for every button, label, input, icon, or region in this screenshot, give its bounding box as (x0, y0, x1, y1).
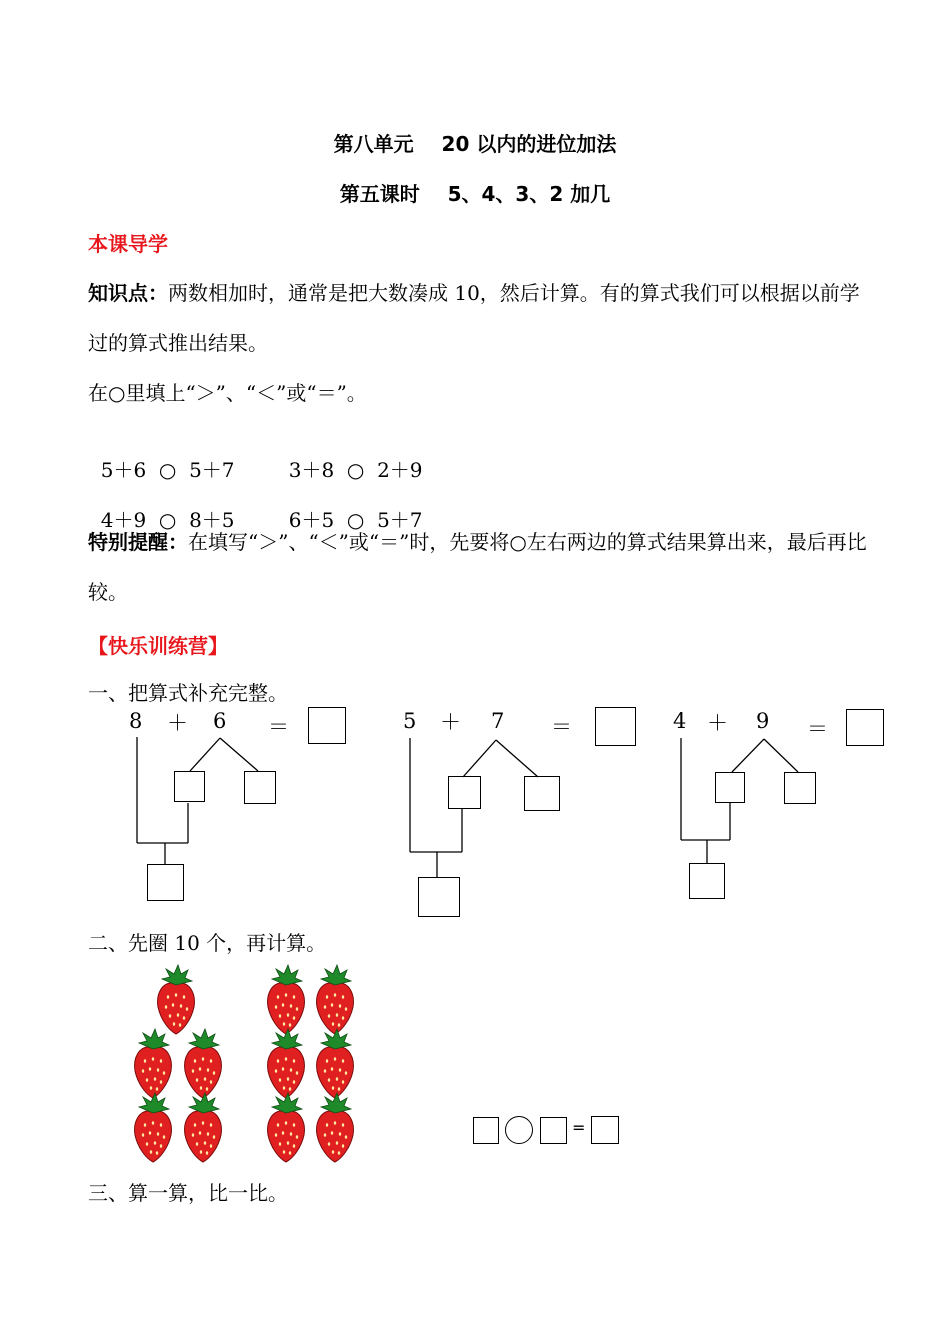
addend-b: 9 (756, 709, 770, 733)
question-1: 一、把算式补充完整。 (88, 681, 288, 705)
equals-sign: ＝ (807, 717, 828, 741)
addend-a: 4 (673, 709, 687, 733)
equation-box[interactable] (473, 1117, 499, 1144)
comparison-4: 6＋5 ○ 5＋7 (288, 508, 423, 532)
equation-box[interactable] (591, 1116, 619, 1144)
strawberry-icon[interactable] (268, 965, 305, 1034)
addend-b: 6 (213, 709, 227, 733)
comparison-3: 4＋9 ○ 8＋5 (100, 508, 235, 532)
addend-b: 7 (491, 709, 505, 733)
equals-sign: ＝ (551, 715, 572, 739)
strawberry-icon[interactable] (268, 1093, 305, 1162)
strawberry-icon[interactable] (268, 1029, 305, 1098)
question-2: 二、先圈 10 个，再计算。 (88, 931, 327, 955)
question-3: 三、算一算，比一比。 (88, 1181, 288, 1205)
plus-sign: ＋ (167, 711, 188, 735)
lesson-title: 第五课时 5、4、3、2 加几 (339, 182, 611, 206)
guide-heading: 本课导学 (88, 232, 168, 256)
equals-sign: ＝ (268, 715, 289, 739)
camp-heading: 【快乐训练营】 (88, 634, 228, 658)
compare-circle[interactable]: ○ (158, 508, 177, 532)
strawberry-icon[interactable] (185, 1029, 222, 1098)
strawberry-icon[interactable] (135, 1029, 172, 1098)
strawberry-icon[interactable] (185, 1093, 222, 1162)
fill-instruction: 在○里填上“＞”、“＜”或“＝”。 (88, 381, 367, 405)
unit-title: 第八单元 20 以内的进位加法 (333, 132, 617, 156)
strawberry-icon[interactable] (135, 1093, 172, 1162)
comparison-1: 5＋6 ○ 5＋7 (100, 458, 235, 482)
equation-box[interactable] (540, 1117, 567, 1144)
plus-sign: ＋ (440, 710, 461, 734)
reminder-text: 在填写“＞”、“＜”或“＝”时，先要将○左右两边的算式结果算出来，最后再比较。 (88, 530, 867, 604)
compare-circle[interactable]: ○ (346, 458, 365, 482)
strawberry-icon[interactable] (158, 965, 195, 1034)
plus-sign: ＋ (707, 711, 728, 735)
reminder-label: 特别提醒： (88, 530, 188, 554)
knowledge-text: 两数相加时，通常是把大数凑成 10，然后计算。有的算式我们可以根据以前学过的算式推出结果。 (88, 281, 860, 355)
strawberry-icon[interactable] (317, 1093, 354, 1162)
comparison-2: 3＋8 ○ 2＋9 (288, 458, 423, 482)
equals-sign: = (572, 1118, 586, 1137)
compare-circle[interactable]: ○ (158, 458, 177, 482)
addend-a: 8 (129, 709, 143, 733)
compare-circle[interactable]: ○ (346, 508, 365, 532)
strawberry-icon[interactable] (317, 1029, 354, 1098)
strawberry-icon[interactable] (317, 965, 354, 1034)
addend-a: 5 (403, 709, 417, 733)
operator-circle[interactable] (505, 1116, 533, 1144)
knowledge-label: 知识点： (88, 281, 168, 305)
